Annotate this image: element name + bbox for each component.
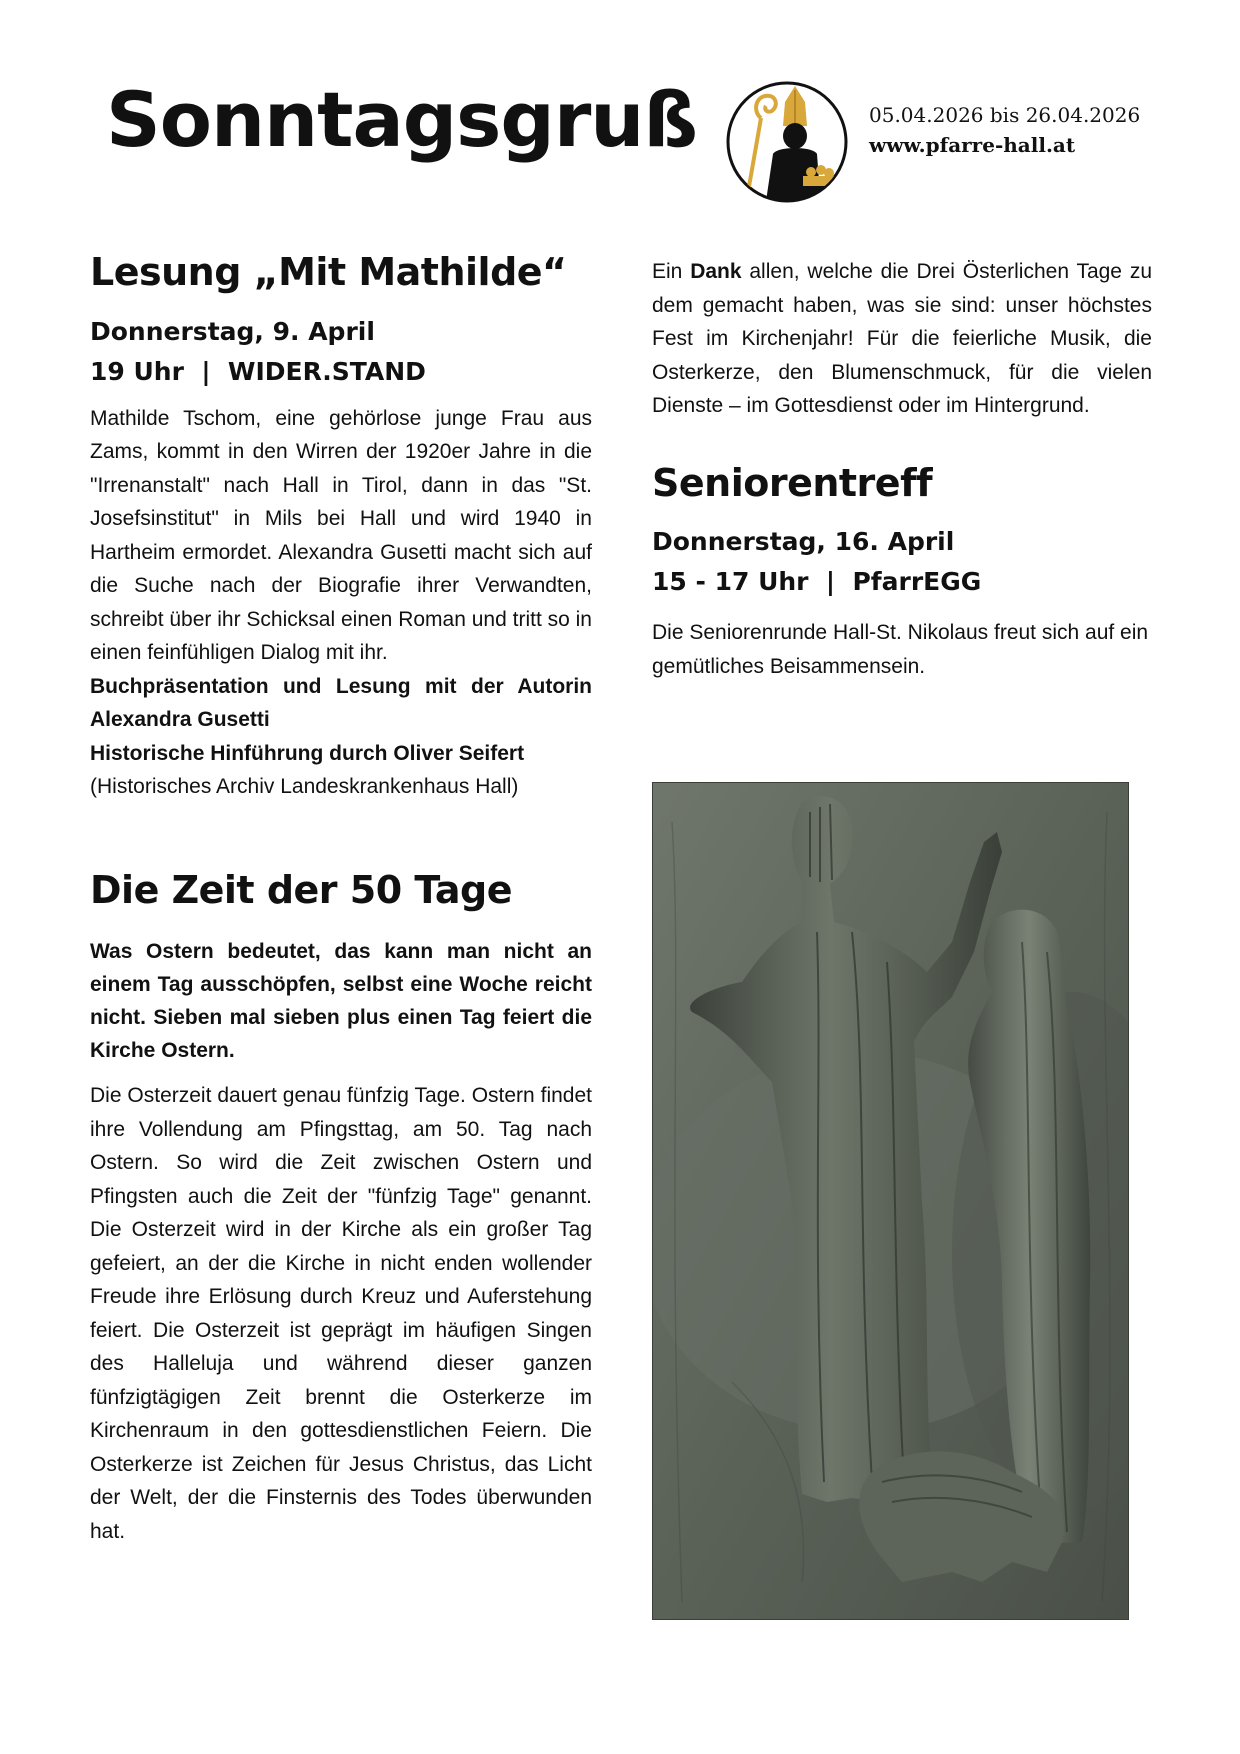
lesung-date: Donnerstag, 9. April (90, 316, 375, 346)
date-range: 05.04.2026 bis 26.04.2026 (869, 103, 1141, 127)
senioren-time-place: 15 - 17 Uhr | PfarrEGG (652, 567, 982, 597)
dank-keyword: Dank (690, 260, 742, 283)
zeit-heading: Die Zeit der 50 Tage (90, 867, 513, 912)
dank-text: allen, welche die Drei Österlichen Tage zu dem gemacht haben, was sie sind: unser höchstes Fest im Kirchenjahr! Für die feierliche Musik, die Osterkerze, den Blumenschmuck, für die vielen Dienste – im Gottesdienst oder im Hintergrund. (652, 260, 1152, 417)
website-link[interactable]: www.pfarre-hall.at (869, 133, 1076, 157)
lesung-introduction: Historische Hinführung durch Oliver Seifert (90, 741, 525, 765)
zeit-body: Die Osterzeit dauert genau fünfzig Tage. Ostern findet ihre Vollendung am Pfingsttag, am 50. Tag nach Ostern. So wird die Zeit zwischen Ostern und Pfingsten auch die Zeit der "fünfzig Tage" genannt. Die Osterzeit wird in der Kirche als ein großer Tag gefeiert, an der die Kirche in nicht enden wollender Freude ihre Erlösung durch Kreuz und Auferstehung feiert. Die Osterzeit ist geprägt im häufigen Singen des Halleluja und während dieser ganzen fünfzigtägigen Zeit brennt die Osterkerze im Kirchenraum in den gottesdienstlichen Feiern. Die Osterkerze ist Zeichen für Jesus Christus, das Licht der Welt, der die Finsternis des Todes überwunden hat. (90, 1084, 592, 1543)
dank-paragraph (652, 255, 1152, 423)
lesung-presentation: Buchpräsentation und Lesung mit der Autorin Alexandra Gusetti (90, 674, 592, 732)
lesung-time-place: 19 Uhr | WIDER.STAND (90, 356, 426, 386)
zeit-lead: Was Ostern bedeutet, das kann man nicht an einem Tag ausschöpfen, selbst eine Woche reicht nicht. Sieben mal sieben plus einen Tag feiert die Kirche Ostern. (90, 940, 592, 1063)
lesung-heading: Lesung „Mit Mathilde“ (90, 250, 567, 294)
dank-prefix: Ein (652, 260, 691, 283)
bronze-relief-resurrection-image (652, 782, 1129, 1620)
senioren-body: Die Seniorenrunde Hall-St. Nikolaus freut sich auf ein gemütliches Beisammensein. (652, 621, 1149, 678)
lesung-body: Mathilde Tschom, eine gehörlose junge Frau aus Zams, kommt in den Wirren der 1920er Jahre in die "Irrenanstalt" nach Hall in Tirol, dann in das "St. Josefsinstitut" in Mils bei Hall und wird 1940 in Hartheim ermordet. Alexandra Gusetti macht sich auf die Suche nach der Biografie ihrer Verwandten, schreibt über ihr Schicksal einen Roman und tritt so in einen feinfühligen Dialog mit ihr. (90, 406, 592, 665)
left-column (90, 250, 592, 1548)
bishop-saint-logo-icon (725, 76, 849, 208)
masthead-title: Sonntagsgruß (106, 75, 698, 164)
senioren-date: Donnerstag, 16. April (652, 527, 955, 557)
right-column (652, 255, 1152, 683)
lesung-archive: (Historisches Archiv Landeskrankenhaus Hall) (90, 775, 519, 799)
senioren-heading: Seniorentreff (652, 460, 933, 505)
